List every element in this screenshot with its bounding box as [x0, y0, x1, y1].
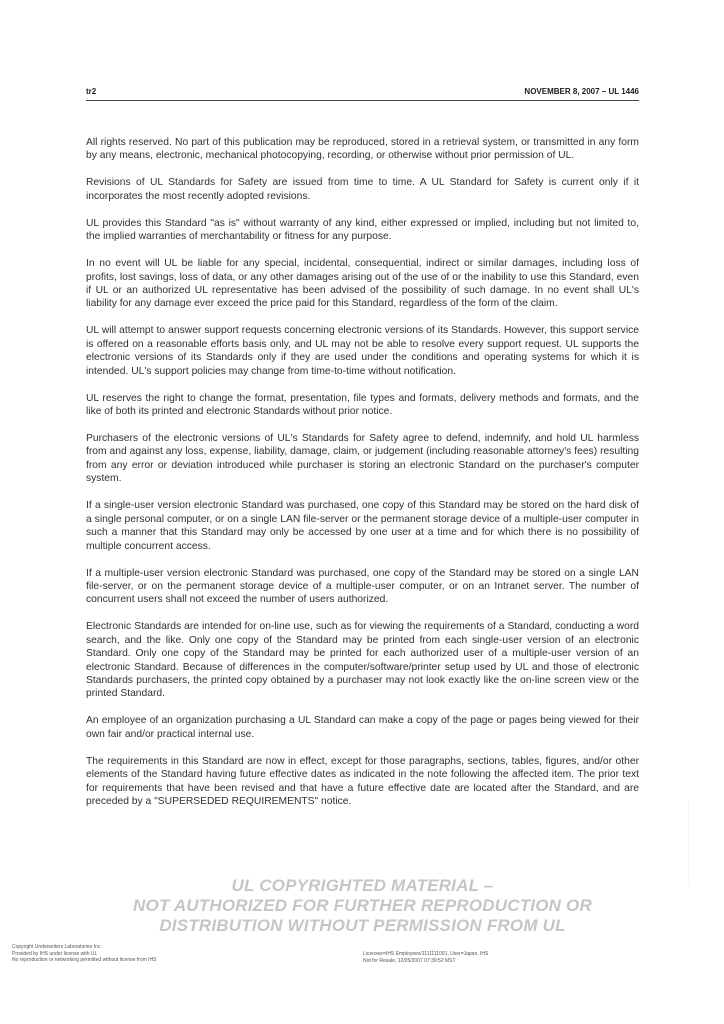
watermark-line-2: NOT AUTHORIZED FOR FURTHER REPRODUCTION OR — [133, 896, 592, 915]
footer-right-line: Not for Resale, 12/05/2007 07:39:52 MST — [363, 957, 456, 964]
footer-license-right — [363, 951, 663, 964]
watermark-line-1: UL COPYRIGHTED MATERIAL – — [231, 876, 494, 895]
paragraph-multi-user: If a multiple-user version electronic Standard was purchased, one copy of the Standard may be stored on a single LAN file-server, or on the permanent storage device of a multiple-user computer, or on an Intranet server. The number of concurrent users shall not exceed the number of users authorized. — [86, 567, 639, 606]
running-header — [86, 87, 639, 101]
footer-left-line: Provided by IHS under license with UL — [12, 950, 98, 957]
paragraph-support: UL will attempt to answer support requests concerning electronic versions of its Standards. However, this support service is offered on a reasonable efforts basis only, and UL may not be able to resolve every support request. UL supports the electronic versions of its Standards only if they are used under the conditions and operating systems for which it is intended. UL's support policies may change from time-to-time without notification. — [86, 325, 639, 377]
paragraph-single-user: If a single-user version electronic Standard was purchased, one copy of this Standard may be stored on the hard disk of a single personal computer, or on a single LAN file-server or the permanent storage device of a multiple-user computer in such a manner that this Standard may only be accessed by one user at a time and for which there is no possibility of multiple concurrent access. — [86, 500, 639, 552]
footer-left-line: No reproduction or networking permitted without license from IHS — [12, 957, 157, 963]
paragraph-rights-reserved: All rights reserved. No part of this publication may be reproduced, stored in a retrieval system, or transmitted in any form by any means, electronic, mechanical photocopying, recording, or otherwise without prior permission of UL. — [86, 137, 639, 162]
paragraph-indemnify: Purchasers of the electronic versions of UL's Standards for Safety agree to defend, indemnify, and hold UL harmless from and against any loss, expense, liability, damage, claim, or judgement (including reasonable attorney's fees) resulting from any error or deviation introduced while purchaser is storing an electronic Standard on the purchaser's computer system. — [86, 433, 639, 485]
margin-mark — [688, 800, 697, 885]
paragraph-employee-copy: An employee of an organization purchasing a UL Standard can make a copy of the page or pages being viewed for their own fair and/or practical internal use. — [86, 715, 639, 740]
footer-license-left — [12, 944, 272, 964]
paragraph-online-use: Electronic Standards are intended for on-line use, such as for viewing the requirements of a Standard, conducting a word search, and the like. Only one copy of the Standard may be printed from each single-user version of an electronic Standard. Only one copy of the Standard may be printed for each authorized user of a multiple-user version of an electronic Standard. Because of differences in the computer/software/printer setup used by UL and those of electronic Standards purchasers, the printed copy obtained by a purchaser may not look exactly like the on-line screen view or the printed Standard. — [86, 621, 639, 700]
paragraph-liability: In no event will UL be liable for any special, incidental, consequential, indirect or similar damages, including loss of profits, lost savings, loss of data, or any other damages arising out of the use of or the inability to use this Standard, even if UL or an authorized UL representative has been advised of the possibility of such damage. In no event shall UL's liability for any damage ever exceed the price paid for this Standard, regardless of the form of the claim. — [86, 258, 639, 310]
copyright-watermark — [86, 876, 639, 936]
header-page-id: tr2 — [86, 87, 97, 96]
paragraph-effective-dates: The requirements in this Standard are now in effect, except for those paragraphs, sections, tables, figures, and/or other elements of the Standard having future effective dates as indicated in the note following the affected item. The prior text for requirements that have been revised and that have a future effective date are located after the Standard, and are preceded by a "SUPERSEDED REQUIREMENTS" notice. — [86, 755, 639, 807]
header-rule — [86, 100, 639, 101]
notice-body — [86, 136, 639, 822]
footer-right-line: Licensee=IHS Employees/1111111001, User=Japan, IHS — [363, 951, 489, 957]
header-date-standard: NOVEMBER 8, 2007 – UL 1446 — [524, 87, 639, 96]
paragraph-format-changes: UL reserves the right to change the format, presentation, file types and formats, delivery methods and formats, and the like of both its printed and electronic Standards without prior notice. — [86, 392, 639, 418]
paragraph-revisions: Revisions of UL Standards for Safety are issued from time to time. A UL Standard for Safety is current only if it incorporates the most recently adopted revisions. — [86, 177, 639, 202]
watermark-line-3: DISTRIBUTION WITHOUT PERMISSION FROM UL — [159, 916, 566, 935]
paragraph-as-is: UL provides this Standard "as is" without warranty of any kind, either expressed or implied, including but not limited to, the implied warranties of merchantability or fitness for any purpose. — [86, 217, 639, 243]
footer-left-line: Copyright Underwriters Laboratories Inc. — [12, 944, 102, 950]
